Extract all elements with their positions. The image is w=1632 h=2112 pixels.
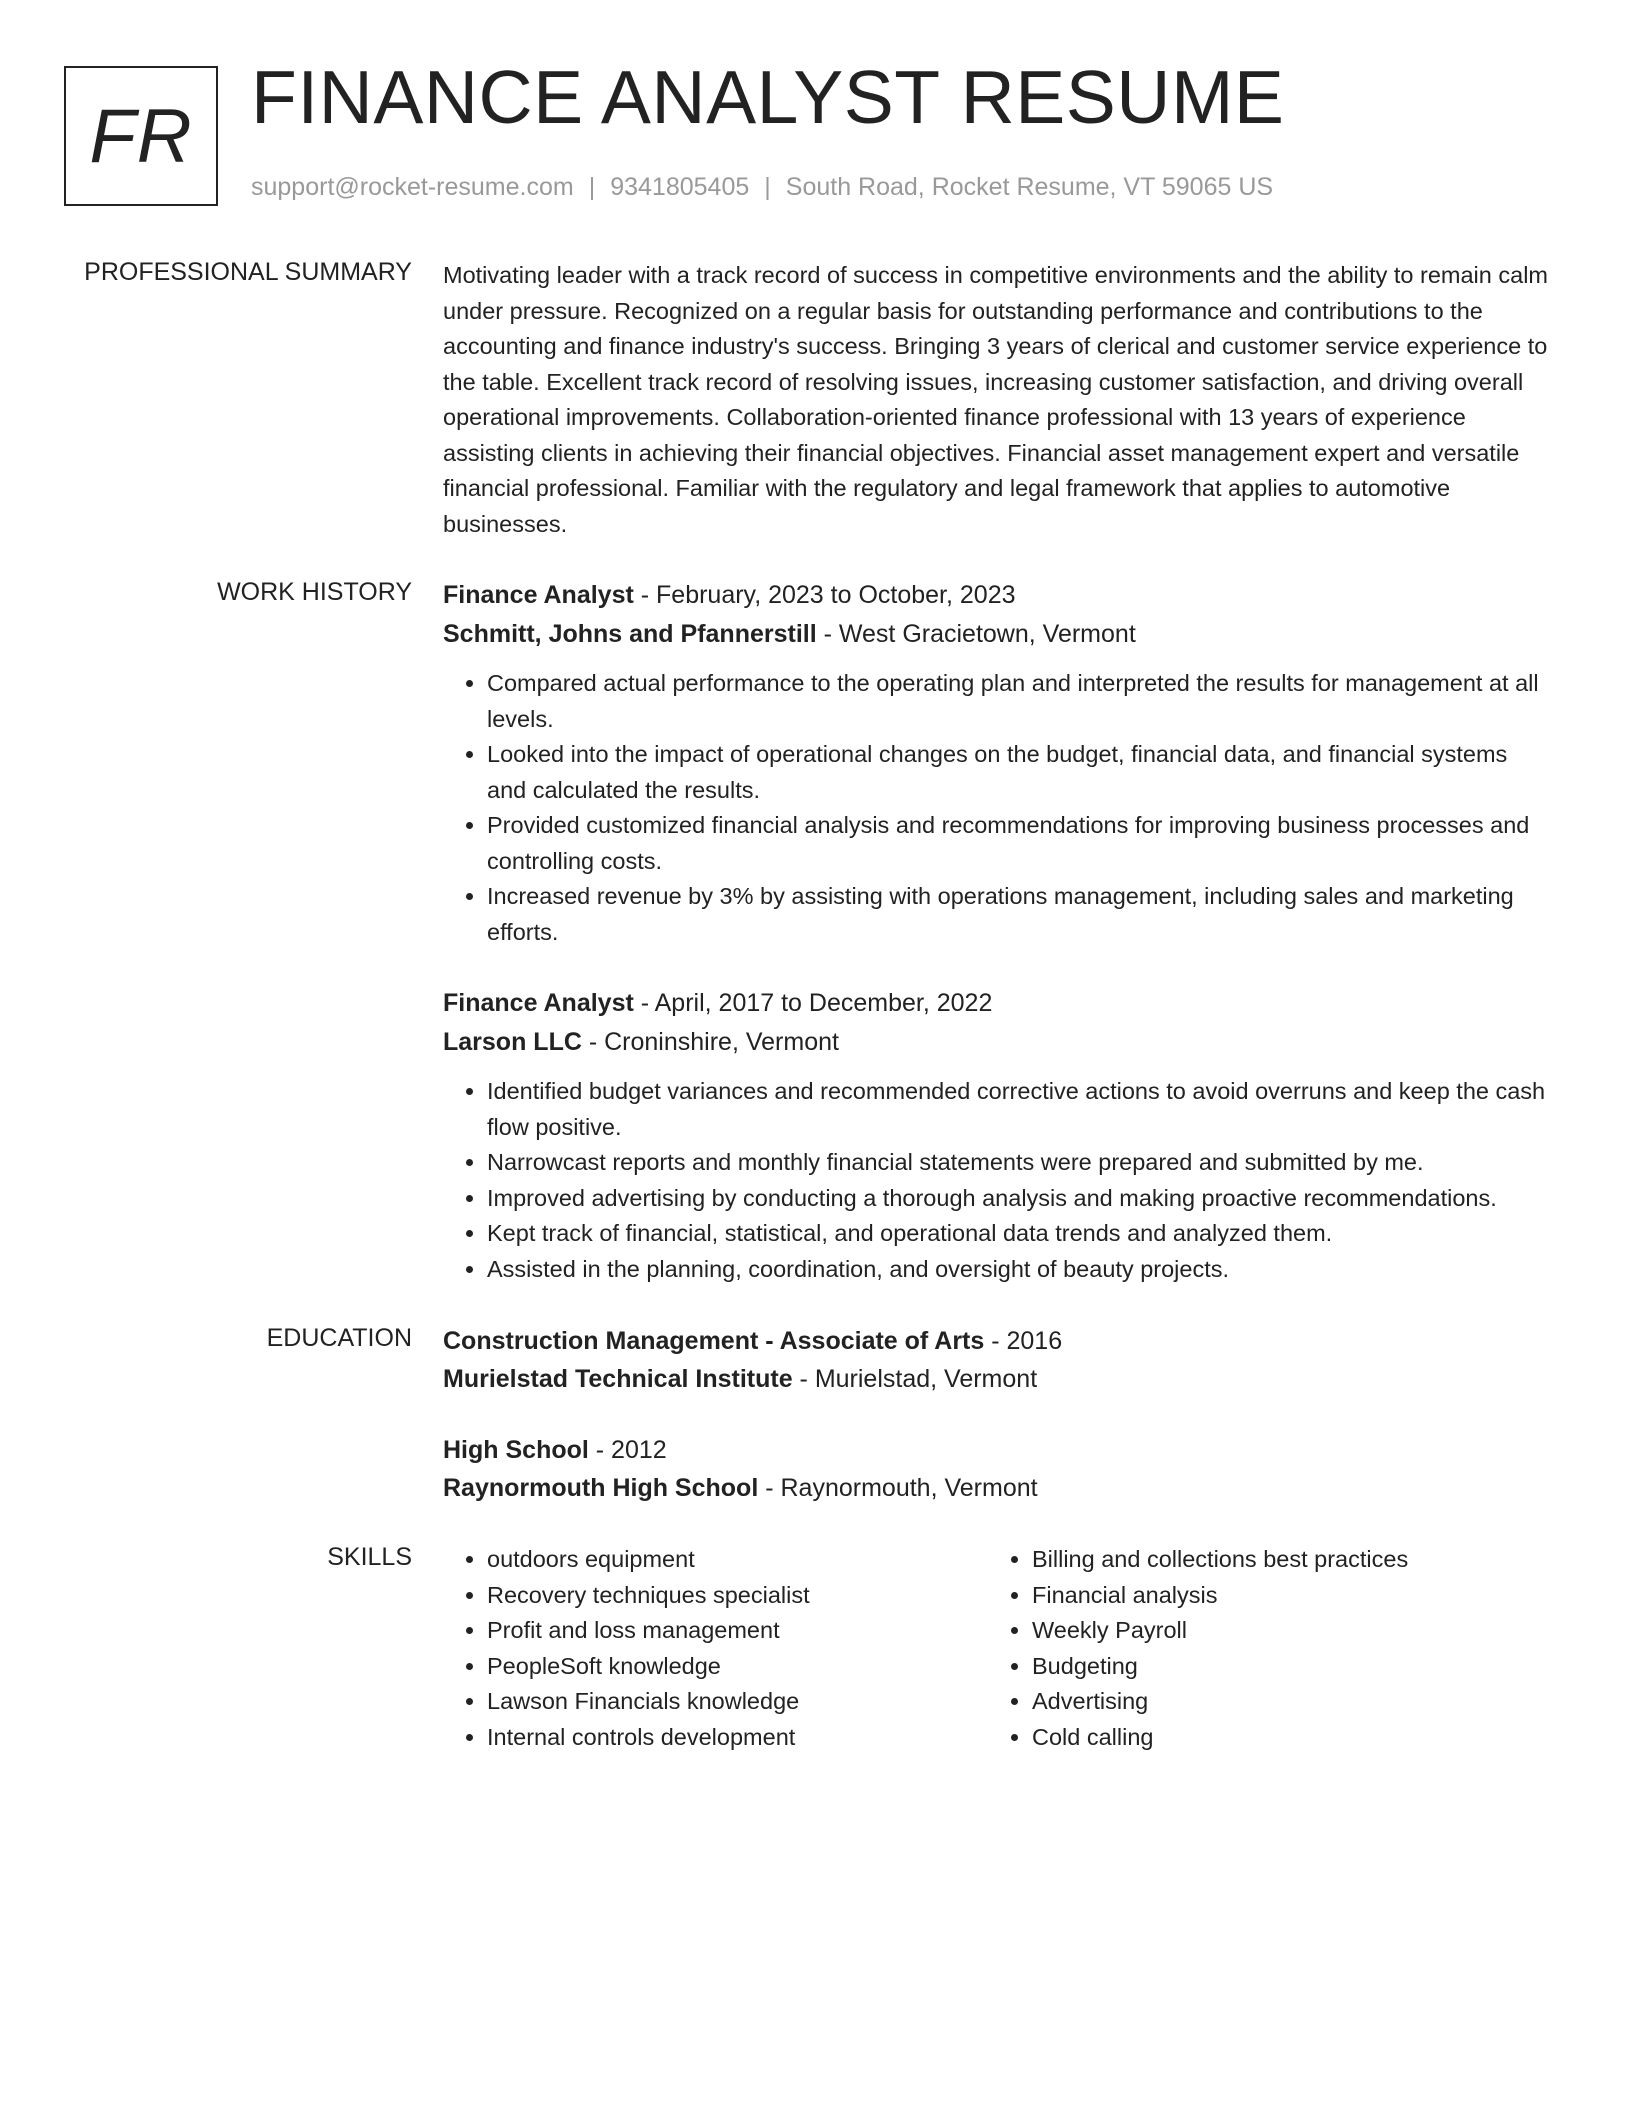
skills-list — [443, 1542, 988, 1755]
job-company: Schmitt, Johns and Pfannerstill — [443, 620, 817, 648]
contact-address: South Road, Rocket Resume, VT 59065 US — [785, 173, 1274, 201]
education-school-line — [443, 1360, 1553, 1398]
education-degree-line — [443, 1322, 1553, 1360]
job-bullet: • Improved advertising by conducting a thorough analysis and making proactive recommendations. — [487, 1181, 1553, 1217]
summary-body — [443, 258, 1553, 542]
education-school-line — [443, 1469, 1553, 1507]
contact-email: support@rocket-resume.com — [251, 173, 574, 201]
skill-item: • Lawson Financials knowledge — [487, 1684, 988, 1720]
skills-body — [443, 1542, 1553, 1755]
skill-item: • Internal controls development — [487, 1720, 988, 1756]
skill-item: • Billing and collections best practices — [1032, 1542, 1533, 1578]
skill-item: • outdoors equipment — [487, 1542, 988, 1578]
job-title: Finance Analyst — [443, 989, 634, 1017]
skill-item: • Cold calling — [1032, 1720, 1533, 1756]
skill-item: • Financial analysis — [1032, 1578, 1533, 1614]
contact-separator: | — [764, 173, 771, 201]
job-bullet: • Compared actual performance to the operating plan and interpreted the results for management at all levels. — [487, 666, 1553, 737]
job-title-line — [443, 576, 1553, 615]
job-bullet: • Identified budget variances and recommended corrective actions to avoid overruns and keep the cash flow positive. — [487, 1074, 1553, 1145]
job-company-line — [443, 615, 1553, 654]
job-bullets — [443, 1074, 1553, 1287]
job-bullet: • Provided customized financial analysis and recommendations for improving business processes and controlling costs. — [487, 808, 1553, 879]
job-bullet: • Assisted in the planning, coordination, and oversight of beauty projects. — [487, 1252, 1553, 1288]
skill-item: • Budgeting — [1032, 1649, 1533, 1685]
education-degree: Construction Management - Associate of Arts — [443, 1327, 985, 1355]
job-company-line — [443, 1023, 1553, 1062]
education-year: - 2016 — [984, 1327, 1063, 1355]
education-school: Raynormouth High School — [443, 1474, 759, 1502]
job-location: - West Gracietown, Vermont — [816, 620, 1136, 648]
job-title: Finance Analyst — [443, 581, 634, 609]
job-entry — [443, 576, 1553, 950]
skill-item: • Advertising — [1032, 1684, 1533, 1720]
job-title-line — [443, 984, 1553, 1023]
summary-text: Motivating leader with a track record of success in competitive environments and the ability to remain calm under pressure. Recognized on a regular basis for outstanding performance and contributions to the accounting and finance industry's success. Bringing 3 years of clerical and customer service experience to the table. Excellent track record of resolving issues, increasing customer satisfaction, and driving overall operational improvements. Collaboration-oriented finance professional with 13 years of experience assisting clients in achieving their financial objectives. Financial asset management expert and versatile financial professional. Familiar with the regulatory and legal framework that applies to automotive businesses. — [443, 262, 1548, 537]
skills-column-right — [988, 1542, 1533, 1755]
skills-column-left — [443, 1542, 988, 1755]
contact-phone: 9341805405 — [610, 173, 750, 201]
contact-separator: | — [588, 173, 596, 201]
skill-item: • PeopleSoft knowledge — [487, 1649, 988, 1685]
job-bullet: • Increased revenue by 3% by assisting with operations management, including sales and marketing efforts. — [487, 879, 1553, 950]
resume-title: FINANCE ANALYST RESUME — [251, 55, 1285, 139]
job-bullets — [443, 666, 1553, 950]
education-location: - Murielstad, Vermont — [792, 1365, 1038, 1393]
education-body — [443, 1322, 1553, 1507]
section-heading: PROFESSIONAL SUMMARY — [84, 258, 412, 286]
monogram-logo — [64, 66, 218, 206]
skills-columns — [443, 1542, 1553, 1755]
job-entry — [443, 984, 1553, 1287]
education-school: Murielstad Technical Institute — [443, 1365, 793, 1393]
skill-item: • Recovery techniques specialist — [487, 1578, 988, 1614]
section-heading: EDUCATION — [266, 1324, 412, 1352]
education-location: - Raynormouth, Vermont — [758, 1474, 1038, 1502]
job-dates: - April, 2017 to December, 2022 — [633, 989, 993, 1017]
skill-item: • Profit and loss management — [487, 1613, 988, 1649]
monogram-initials: FR — [89, 93, 193, 179]
education-entry — [443, 1431, 1553, 1507]
section-heading: WORK HISTORY — [217, 578, 412, 606]
job-company: Larson LLC — [443, 1028, 582, 1056]
job-location: - Croninshire, Vermont — [581, 1028, 839, 1056]
job-bullet: • Kept track of financial, statistical, and operational data trends and analyzed them. — [487, 1216, 1553, 1252]
section-heading: SKILLS — [327, 1543, 412, 1571]
skills-list — [988, 1542, 1533, 1755]
work-history-body — [443, 576, 1553, 1287]
skill-item: • Weekly Payroll — [1032, 1613, 1533, 1649]
education-degree: High School — [443, 1436, 589, 1464]
education-degree-line — [443, 1431, 1553, 1469]
education-entry — [443, 1322, 1553, 1398]
job-dates: - February, 2023 to October, 2023 — [633, 581, 1016, 609]
contact-line — [251, 173, 1273, 202]
job-bullet: • Narrowcast reports and monthly financial statements were prepared and submitted by me. — [487, 1145, 1553, 1181]
job-bullet: • Looked into the impact of operational changes on the budget, financial data, and financial systems and calculated the results. — [487, 737, 1553, 808]
education-year: - 2012 — [588, 1436, 667, 1464]
